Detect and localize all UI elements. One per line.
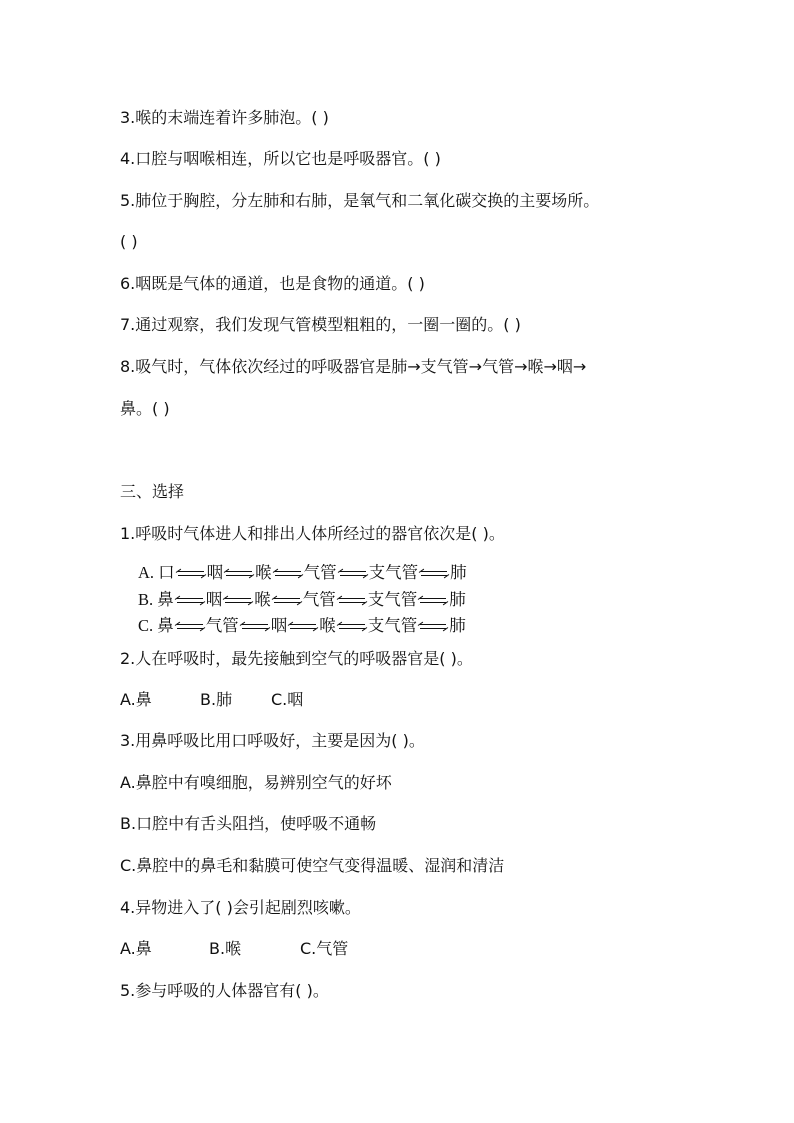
question-3: 3.喉的末端连着许多肺泡。( ) — [120, 108, 329, 127]
double-arrow-icon — [175, 596, 205, 606]
choice-1-option-c — [138, 616, 466, 636]
organ-name: 咽 — [206, 563, 224, 582]
organ-name: 咽 — [205, 590, 223, 609]
double-arrow-icon — [419, 569, 449, 579]
organ-name: 喉 — [319, 616, 336, 635]
organ-name: 支气管 — [367, 590, 418, 609]
organ-name: 气管 — [302, 590, 336, 609]
double-arrow-icon — [240, 622, 270, 632]
choice-4-option-a: A.鼻 — [120, 939, 152, 958]
organ-name: 肺 — [450, 563, 467, 582]
double-arrow-icon — [338, 569, 368, 579]
choice-3-option-b: B.口腔中有舌头阻挡，使呼吸不通畅 — [120, 814, 377, 833]
double-arrow-icon — [337, 596, 367, 606]
question-6: 6.咽既是气体的通道，也是食物的通道。( ) — [120, 274, 425, 293]
choice-4-option-b: B.喉 — [209, 939, 242, 958]
choice-question-5: 5.参与呼吸的人体器官有( )。 — [120, 981, 329, 1000]
double-arrow-icon — [418, 622, 448, 632]
question-8-line1: 8.吸气时，气体依次经过的呼吸器官是肺→支气管→气管→喉→咽→ — [120, 357, 587, 376]
choice-2-option-a: A.鼻 — [120, 690, 152, 709]
organ-name: 支气管 — [368, 563, 419, 582]
double-arrow-icon — [223, 596, 253, 606]
choice-1-option-b — [138, 590, 466, 610]
double-arrow-icon — [176, 569, 206, 579]
organ-name: 肺 — [449, 590, 466, 609]
double-arrow-icon — [175, 622, 205, 632]
organ-name: 肺 — [449, 616, 466, 635]
section-heading: 三、选择 — [120, 482, 185, 501]
choice-2-option-b: B.肺 — [200, 690, 233, 709]
question-4: 4.口腔与咽喉相连，所以它也是呼吸器官。( ) — [120, 149, 441, 168]
choice-4-option-c: C.气管 — [300, 939, 349, 958]
choice-3-option-a: A.鼻腔中有嗅细胞，易辨别空气的好坏 — [120, 773, 392, 792]
organ-name: 气管 — [303, 563, 337, 582]
organ-name: 气管 — [205, 616, 239, 635]
choice-question-1: 1.呼吸时气体进人和排出人体所经过的器官依次是( )。 — [120, 524, 505, 543]
organ-name: 鼻 — [157, 590, 174, 609]
double-arrow-icon — [273, 569, 303, 579]
option-label: B. — [138, 590, 158, 609]
choice-1-option-a — [138, 563, 467, 583]
question-5-line2: ( ) — [120, 232, 138, 251]
question-5-line1: 5.肺位于胸腔，分左肺和右肺，是氧气和二氧化碳交换的主要场所。 — [120, 191, 600, 210]
choice-3-option-c: C.鼻腔中的鼻毛和黏膜可使空气变得温暖、湿润和清洁 — [120, 856, 505, 875]
choice-question-4: 4.异物进入了( )会引起剧烈咳嗽。 — [120, 898, 361, 917]
question-8-line2: 鼻。( ) — [120, 399, 170, 418]
choice-question-2: 2.人在呼吸时，最先接触到空气的呼吸器官是( )。 — [120, 649, 473, 668]
choice-question-3: 3.用鼻呼吸比用口呼吸好，主要是因为( )。 — [120, 731, 425, 750]
organ-name: 喉 — [254, 590, 271, 609]
organ-name: 咽 — [270, 616, 288, 635]
double-arrow-icon — [224, 569, 254, 579]
double-arrow-icon — [272, 596, 302, 606]
double-arrow-icon — [337, 622, 367, 632]
question-7: 7.通过观察，我们发现气管模型粗粗的，一圈一圈的。( ) — [120, 315, 521, 334]
organ-name: 支气管 — [367, 616, 418, 635]
organ-name: 鼻 — [157, 616, 174, 635]
choice-2-option-c: C.咽 — [271, 690, 304, 709]
organ-name: 口 — [158, 563, 175, 582]
option-label: A. — [138, 563, 159, 582]
organ-name: 喉 — [255, 563, 272, 582]
double-arrow-icon — [288, 622, 318, 632]
option-label: C. — [138, 616, 158, 635]
double-arrow-icon — [418, 596, 448, 606]
